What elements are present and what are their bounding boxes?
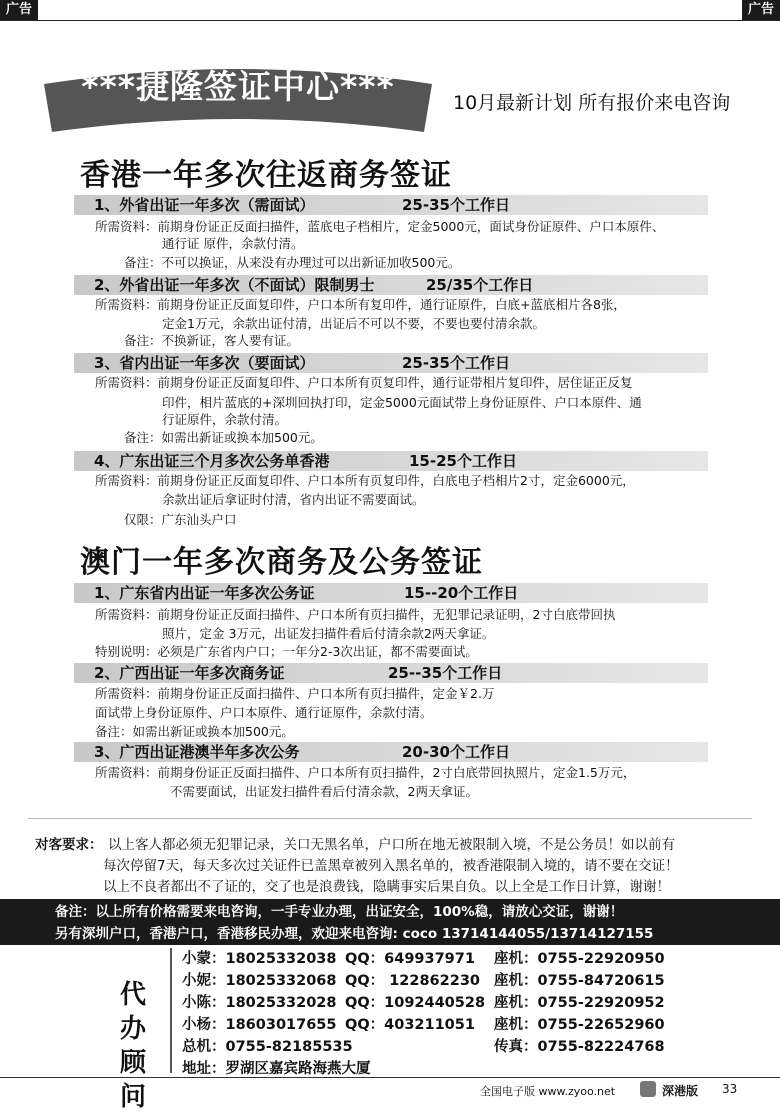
contact-row [182, 992, 742, 1014]
hk-item-4-header [74, 451, 708, 471]
hk-item-2-line: 定金1万元，余款出证付清，出证后不可以不要，不要也要付清余款。 [162, 316, 545, 331]
hk-item-2-header [74, 275, 708, 295]
contact-name: 小蒙：18025332038 [182, 951, 337, 967]
contact-qq: QQ：649937971 [345, 951, 475, 967]
hk-item-3-line: 行证原件，余款付清。 [162, 412, 288, 427]
contact-tel: 座机：0755-84720615 [494, 973, 665, 989]
hk-item-1-duration: 25-35个工作日 [402, 196, 510, 214]
contact-row [182, 970, 742, 992]
hk-item-1-header [74, 195, 708, 215]
macau-item-3-line: 所需资料：前期身份证正反面扫描件、户口本所有页扫描件，2寸白底带回执照片，定金1.5万元， [95, 765, 636, 780]
contact-tel: 传真：0755-82224768 [494, 1039, 665, 1055]
hk-item-4-line: 余款出证后拿证时付清，省内出证不需要面试。 [162, 492, 425, 507]
macau-item-2-line: 面试带上身份证原件、户口本原件、通行证原件，余款付清。 [95, 705, 433, 720]
hk-item-4-head: 4、广东出证三个月多次公务单香港 [94, 452, 330, 470]
notice-line: 备注：以上所有价格需要来电咨询，一手专业办理，出证安全，100%稳，请放心交证，谢谢！ [55, 904, 624, 920]
contact-qq: QQ： 122862230 [345, 973, 481, 989]
contact-tel: 座机：0755-22920952 [494, 995, 665, 1011]
contact-name: 总机：0755-82185535 [182, 1039, 353, 1055]
plan-note: 10月最新计划 所有报价来电咨询 [453, 92, 731, 114]
contact-row [182, 948, 742, 970]
address-text: 地址：罗湖区嘉宾路海燕大厦 [182, 1061, 371, 1077]
hk-item-3-duration: 25-35个工作日 [402, 354, 510, 372]
agency-label-2: 顾问 [119, 1048, 146, 1112]
hk-item-4-duration: 15-25个工作日 [409, 452, 517, 470]
macau-item-3-header [74, 742, 708, 762]
hk-item-1-line: 通行证 原件，余款付清。 [162, 236, 304, 251]
hk-item-2-note: 备注：不换新证，客人要有证。 [124, 333, 300, 348]
contact-tel: 座机：0755-22652960 [494, 1017, 665, 1033]
macau-item-1-duration: 15--20个工作日 [404, 584, 519, 602]
banner-title: ***捷隆签证中心*** [81, 67, 395, 106]
notice-bar [0, 899, 780, 945]
hk-item-3-line: 所需资料：前期身份证正反面复印件、户口本所有页复印件，通行证带相片复印件，居住证正反复 [95, 375, 633, 390]
macau-item-3-line: 不需要面试，出证发扫描件看后付清余款，2两天拿证。 [170, 784, 478, 799]
section-divider [28, 818, 752, 819]
contact-name: 小陈：18025332028 [182, 995, 337, 1011]
top-divider [0, 20, 780, 21]
hk-item-3-line: 印件，相片蓝底的+深圳回执打印，定金5000元面试带上身份证原件、户口本原件、通 [162, 395, 642, 410]
macau-title: 澳门一年多次商务及公务签证 [80, 545, 483, 580]
macau-item-3-duration: 20-30个工作日 [402, 743, 510, 761]
contact-name: 小妮：18025332068 [182, 973, 337, 989]
hk-item-4-line: 所需资料：前期身份证正反面复印件、户口本所有页复印件，白底电子档相片2寸，定金6000元， [95, 473, 635, 488]
contact-tel: 座机：0755-22920950 [494, 951, 665, 967]
macau-item-2-line: 所需资料：前期身份证正反面扫描件、户口本所有页扫描件，定金￥2.万 [95, 686, 495, 701]
hk-item-3-header [74, 353, 708, 373]
footer [0, 1077, 780, 1100]
macau-item-2-note: 备注：如需出新证或换本加500元。 [95, 724, 294, 739]
contact-qq: QQ：1092440528 [345, 995, 486, 1011]
macau-item-3-head: 3、广西出证港澳半年多次公务 [94, 743, 300, 761]
contact-row [182, 1014, 742, 1036]
macau-item-1-line: 照片，定金 3万元，出证发扫描件看后付清余款2两天拿证。 [162, 626, 495, 641]
ad-tag-left: 广告 [0, 0, 38, 20]
macau-item-1-header [74, 583, 708, 603]
contact-qq: QQ：403211051 [345, 1017, 475, 1033]
publisher-logo-icon [640, 1081, 656, 1097]
hk-item-1-line: 所需资料：前期身份证正反面扫描件，蓝底电子档相片，定金5000元，面试身份证原件、户口本原件、 [95, 219, 665, 234]
hk-item-3-note: 备注：如需出新证或换本加500元。 [124, 430, 323, 445]
agency-label-1: 代办 [119, 980, 146, 1044]
macau-item-2-head: 2、广西出证一年多次商务证 [94, 664, 285, 682]
hk-item-2-line: 所需资料：前期身份证正反面复印件，户口本所有复印件，通行证原件，白底+蓝底相片各8张， [95, 297, 626, 312]
hk-item-1-note: 备注：不可以换证，从来没有办理过可以出新证加收500元。 [124, 255, 461, 270]
contacts-divider [170, 948, 172, 1073]
hk-item-3-head: 3、省内出证一年多次（要面试） [94, 354, 315, 372]
macau-item-2-header [74, 663, 708, 683]
footer-site: 全国电子版 www.zyoo.net [480, 1085, 616, 1098]
contact-name: 小杨：18603017655 [182, 1017, 337, 1033]
requirements-label: 对客要求： [35, 837, 103, 853]
requirements-line: 每次停留7天，每天多次过关证件已盖黑章被列入黑名单的，被香港限制入境的，请不要在交证！ [103, 858, 679, 874]
macau-item-1-head: 1、广东省内出证一年多次公务证 [94, 584, 315, 602]
contact-row [182, 1036, 742, 1058]
hk-title: 香港一年多次往返商务签证 [80, 158, 452, 193]
page-number: 33 [722, 1082, 738, 1096]
hk-item-1-head: 1、外省出证一年多次（需面试） [94, 196, 315, 214]
macau-item-2-duration: 25--35个工作日 [388, 664, 503, 682]
hk-item-4-note: 仅限：广东汕头户口 [124, 512, 237, 527]
macau-item-1-note: 特别说明：必须是广东省内户口；一年分2-3次出证，都不需要面试。 [95, 644, 478, 659]
hk-item-2-duration: 25/35个工作日 [426, 276, 534, 294]
ad-tag-right: 广告 [742, 0, 780, 20]
footer-edition: 深港版 [662, 1084, 699, 1098]
requirements-line: 以上客人都必须无犯罪记录，关口无黑名单，户口所在地无被限制入境，不是公务员！如以前有 [108, 837, 675, 853]
requirements-line: 以上不良者都出不了证的，交了也是浪费钱，隐瞒事实后果自负。以上全是工作日计算，谢谢！ [103, 879, 670, 895]
hk-item-2-head: 2、外省出证一年多次（不面试）限制男士 [94, 276, 375, 294]
notice-line: 另有深圳户口，香港户口，香港移民办理，欢迎来电咨询: coco 13714144055/13714127155 [55, 926, 654, 942]
macau-item-1-line: 所需资料：前期身份证正反面扫描件、户口本所有页扫描件，无犯罪记录证明，2寸白底带回执 [95, 607, 616, 622]
banner [38, 50, 438, 132]
